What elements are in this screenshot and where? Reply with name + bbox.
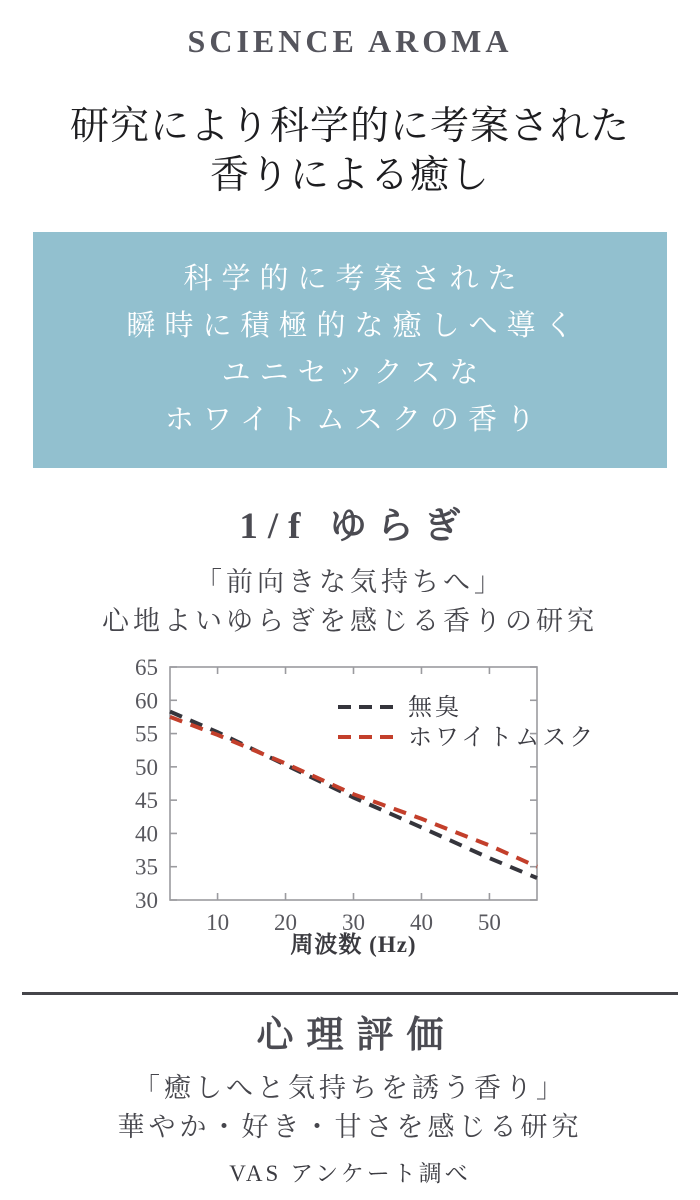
feature-box-line1: 科学的に考案された [183, 263, 526, 295]
feature-box-line3: ユニセックスな [221, 357, 488, 389]
psych-subtitle [0, 1069, 700, 1147]
x-axis-label: 周波数 (Hz) [290, 932, 417, 957]
section-divider [22, 992, 678, 995]
page-title [0, 102, 700, 200]
y-tick-label: 50 [135, 754, 158, 780]
fluctuation-heading: 1/f ゆらぎ [239, 506, 471, 547]
y-tick-label: 45 [135, 788, 158, 814]
fluctuation-chart [0, 650, 700, 970]
x-tick-label: 10 [206, 910, 230, 935]
y-tick-label: 35 [135, 854, 158, 880]
y-tick-label: 65 [135, 655, 158, 680]
legend-label-odorless: 無臭 [408, 695, 462, 721]
page-title-line2: 香りによる癒し [209, 154, 490, 197]
fluctuation-subtitle [0, 563, 700, 641]
y-tick-label: 30 [135, 888, 158, 913]
y-tick-label: 40 [135, 821, 158, 847]
y-tick-label: 55 [135, 721, 158, 747]
feature-box-line2: 瞬時に積極的な癒しへ導く [126, 310, 583, 342]
fluctuation-subtitle-line2: 心地よいゆらぎを感じる香りの研究 [102, 606, 598, 636]
x-tick-label: 20 [274, 910, 298, 935]
psych-subtitle-line1: 「癒しへと気持ちを誘う香り」 [133, 1073, 567, 1103]
feature-box [33, 232, 667, 468]
page-title-line1: 研究により科学的に考案された [69, 105, 630, 148]
x-tick-label: 50 [477, 910, 501, 935]
y-tick-label: 60 [135, 688, 158, 714]
psych-heading: 心理評価 [256, 1015, 457, 1056]
psych-subtitle-line2: 華やか・好き・甘さを感じる研究 [117, 1112, 583, 1142]
psych-survey-note: VAS アンケート調べ [229, 1161, 471, 1186]
axes-box [170, 667, 537, 900]
fluctuation-subtitle-line1: 「前向きな気持ちへ」 [195, 567, 505, 597]
brand-title: SCIENCE AROMA [187, 23, 513, 59]
legend-label-white-musk: ホワイトムスク [408, 725, 597, 751]
x-tick-label: 40 [409, 910, 433, 935]
fluctuation-chart-area [0, 650, 700, 970]
feature-box-line4: ホワイトムスクの香り [164, 404, 545, 436]
x-tick-label: 30 [342, 910, 365, 935]
